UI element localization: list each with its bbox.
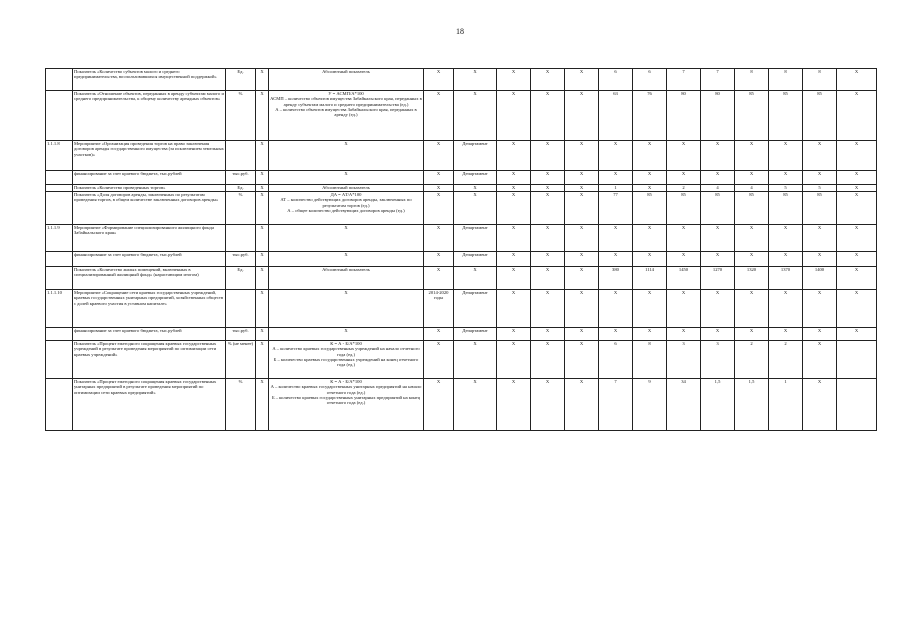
row-value: X bbox=[735, 141, 769, 171]
row-value: 3 bbox=[701, 341, 735, 379]
row-col-x: X bbox=[256, 341, 269, 379]
row-value: 85 bbox=[803, 192, 837, 225]
row-unit: % bbox=[226, 379, 256, 431]
row-value: X bbox=[531, 252, 565, 267]
table-row bbox=[46, 341, 877, 379]
formula-line: X bbox=[344, 225, 348, 230]
row-value: X bbox=[497, 225, 531, 252]
row-value: 4 bbox=[701, 185, 735, 192]
row-period: X bbox=[424, 69, 454, 91]
row-value: X bbox=[837, 192, 877, 225]
row-value: 2 bbox=[769, 341, 803, 379]
row-value: X bbox=[837, 141, 877, 171]
row-col-x: X bbox=[256, 379, 269, 431]
row-executor: Департамент bbox=[454, 171, 497, 185]
row-formula bbox=[269, 91, 424, 141]
row-value: X bbox=[531, 141, 565, 171]
row-value: X bbox=[735, 328, 769, 341]
row-name: Мероприятие «Сокращение сети краевых государственных учреждений, краевых государственных унитарных предприятий, хозяйственных обществ с долей краевого участия в уставном капитале» bbox=[73, 290, 226, 328]
row-unit bbox=[226, 290, 256, 328]
row-name: Показатель «Количество жилых помещений, включенных в специализированный жилищный фонд» (нарастающим итогом) bbox=[73, 267, 226, 290]
row-col-x: X bbox=[256, 267, 269, 290]
row-value: X bbox=[531, 192, 565, 225]
row-executor: Департамент bbox=[454, 225, 497, 252]
row-value: X bbox=[565, 290, 599, 328]
row-value: 80 bbox=[667, 91, 701, 141]
row-period: X bbox=[424, 328, 454, 341]
formula-line: X bbox=[344, 328, 348, 333]
formula-line: К = А - Б/А*100 bbox=[330, 379, 362, 384]
row-period: X bbox=[424, 225, 454, 252]
row-formula bbox=[269, 379, 424, 431]
row-value: X bbox=[735, 171, 769, 185]
table-row bbox=[46, 328, 877, 341]
row-name: финансирование за счет краевого бюджета, тыс.рублей bbox=[73, 252, 226, 267]
formula-line: А – количество краевых государственных унитарных предприятий на начало отчетного года (ед.) bbox=[270, 384, 422, 395]
row-value: X bbox=[633, 185, 667, 192]
row-value: X bbox=[803, 379, 837, 431]
row-value: X bbox=[803, 290, 837, 328]
row-col-x: X bbox=[256, 141, 269, 171]
formula-line: ДА = АТ/А*100 bbox=[330, 192, 362, 197]
table-row bbox=[46, 185, 877, 192]
row-value: 1370 bbox=[769, 267, 803, 290]
row-formula bbox=[269, 290, 424, 328]
row-value: X bbox=[837, 290, 877, 328]
row-value: 4 bbox=[735, 185, 769, 192]
row-col-x: X bbox=[256, 328, 269, 341]
row-period: X bbox=[424, 91, 454, 141]
row-period: X bbox=[424, 171, 454, 185]
row-executor: X bbox=[454, 379, 497, 431]
row-value: X bbox=[565, 91, 599, 141]
row-value: X bbox=[803, 225, 837, 252]
row-value: X bbox=[633, 225, 667, 252]
row-name: Показатель «Процент ежегодного сокращения краевых государственных унитарных предприятий в результате проведения мероприятий по оптимизации сети краевых предприятий» bbox=[73, 379, 226, 431]
row-value: 5 bbox=[803, 185, 837, 192]
table-row bbox=[46, 252, 877, 267]
row-name: Мероприятие «Формирование специализированного жилищного фонда Забайкальского края» bbox=[73, 225, 226, 252]
row-value: X bbox=[667, 141, 701, 171]
row-name: Показатель «Доля договоров аренды, заключенных по результатам проведения торгов, в общем количестве заключенных договоров аренды» bbox=[73, 192, 226, 225]
row-code: 1.1.1.9 bbox=[46, 225, 73, 252]
row-value: 2 bbox=[667, 185, 701, 192]
row-executor: X bbox=[454, 185, 497, 192]
row-value: 77 bbox=[599, 192, 633, 225]
row-unit: % bbox=[226, 192, 256, 225]
row-value: 85 bbox=[769, 91, 803, 141]
row-unit: % bbox=[226, 91, 256, 141]
row-value: X bbox=[565, 379, 599, 431]
row-code bbox=[46, 185, 73, 192]
row-period: X bbox=[424, 379, 454, 431]
row-value: X bbox=[837, 185, 877, 192]
formula-line: X bbox=[344, 252, 348, 257]
row-value: X bbox=[701, 225, 735, 252]
row-name: Показатель «Количество субъектов малого и среднего предпринимательства, воспользовавшихся имущественной поддержкой» bbox=[73, 69, 226, 91]
row-value: X bbox=[735, 225, 769, 252]
row-value: 3 bbox=[667, 341, 701, 379]
row-value: X bbox=[769, 225, 803, 252]
row-name: финансирование за счет краевого бюджета, тыс.рублей bbox=[73, 328, 226, 341]
row-code bbox=[46, 171, 73, 185]
row-value: X bbox=[531, 91, 565, 141]
formula-line: Абсолютный показатель bbox=[322, 185, 370, 190]
row-value: X bbox=[497, 267, 531, 290]
row-value: X bbox=[599, 290, 633, 328]
row-value: 34 bbox=[667, 379, 701, 431]
row-value: 85 bbox=[769, 192, 803, 225]
row-unit: % (не менее) bbox=[226, 341, 256, 379]
row-value: X bbox=[497, 171, 531, 185]
row-formula bbox=[269, 69, 424, 91]
row-value: X bbox=[565, 171, 599, 185]
row-value: X bbox=[701, 171, 735, 185]
row-value: 1270 bbox=[701, 267, 735, 290]
formula-line: АТ – количество действующих договоров аренды, заключенных по результатам торгов (ед.) bbox=[280, 197, 412, 208]
row-value: 85 bbox=[667, 192, 701, 225]
row-value: X bbox=[599, 141, 633, 171]
row-value: X bbox=[701, 328, 735, 341]
row-value: X bbox=[837, 171, 877, 185]
row-value: X bbox=[769, 328, 803, 341]
row-code bbox=[46, 69, 73, 91]
row-period: X bbox=[424, 341, 454, 379]
row-col-x: X bbox=[256, 69, 269, 91]
row-period: X bbox=[424, 252, 454, 267]
row-period: X bbox=[424, 185, 454, 192]
row-unit: Ед. bbox=[226, 69, 256, 91]
table-row bbox=[46, 69, 877, 91]
formula-line: А – количество объектов имущества Забайкальского края, переданных в аренду (ед.) bbox=[275, 106, 417, 118]
row-code bbox=[46, 341, 73, 379]
row-value: X bbox=[667, 225, 701, 252]
row-formula bbox=[269, 267, 424, 290]
row-value: X bbox=[803, 328, 837, 341]
row-unit: тыс.руб. bbox=[226, 328, 256, 341]
row-value: 85 bbox=[633, 192, 667, 225]
row-value: X bbox=[599, 171, 633, 185]
row-value: X bbox=[599, 225, 633, 252]
row-code bbox=[46, 267, 73, 290]
row-col-x: X bbox=[256, 192, 269, 225]
row-value: X bbox=[633, 328, 667, 341]
row-executor: X bbox=[454, 69, 497, 91]
row-value: 2 bbox=[735, 341, 769, 379]
row-value: 80 bbox=[701, 91, 735, 141]
row-unit bbox=[226, 225, 256, 252]
row-value: X bbox=[803, 252, 837, 267]
row-value: X bbox=[701, 252, 735, 267]
row-value: X bbox=[667, 171, 701, 185]
row-period: X bbox=[424, 192, 454, 225]
row-col-x: X bbox=[256, 252, 269, 267]
row-col-x: X bbox=[256, 185, 269, 192]
row-value: X bbox=[531, 267, 565, 290]
row-value: 1,5 bbox=[701, 379, 735, 431]
row-value: X bbox=[497, 91, 531, 141]
formula-line: X bbox=[344, 141, 348, 146]
row-value: X bbox=[769, 290, 803, 328]
row-value: X bbox=[701, 141, 735, 171]
row-formula bbox=[269, 225, 424, 252]
row-value: X bbox=[565, 185, 599, 192]
row-unit: Ед. bbox=[226, 267, 256, 290]
table-row bbox=[46, 379, 877, 431]
row-formula bbox=[269, 141, 424, 171]
row-value: X bbox=[565, 192, 599, 225]
row-name: Показатель «Отношение объектов, переданных в аренду субъектам малого и среднего предпринимательства, к общему количеству арендных объектов» bbox=[73, 91, 226, 141]
formula-line: К = А - Б/А*100 bbox=[330, 341, 362, 346]
row-value: X bbox=[531, 225, 565, 252]
row-value: X bbox=[531, 328, 565, 341]
row-value: 1,5 bbox=[735, 379, 769, 431]
table-row bbox=[46, 192, 877, 225]
row-value: 76 bbox=[633, 91, 667, 141]
row-value: 380 bbox=[599, 267, 633, 290]
row-executor: Департамент bbox=[454, 252, 497, 267]
row-code bbox=[46, 379, 73, 431]
table-row bbox=[46, 91, 877, 141]
row-code bbox=[46, 192, 73, 225]
row-executor: X bbox=[454, 341, 497, 379]
row-value: X bbox=[497, 185, 531, 192]
row-value: X bbox=[633, 290, 667, 328]
page-number: 18 bbox=[456, 27, 464, 36]
row-value: X bbox=[837, 252, 877, 267]
row-value: X bbox=[565, 141, 599, 171]
row-value: X bbox=[565, 225, 599, 252]
row-value: 8 bbox=[633, 341, 667, 379]
row-name: Показатель «Количество проведенных торгов» bbox=[73, 185, 226, 192]
row-col-x: X bbox=[256, 91, 269, 141]
row-value: X bbox=[837, 91, 877, 141]
row-value: 7 bbox=[701, 69, 735, 91]
row-value: X bbox=[769, 252, 803, 267]
row-executor: X bbox=[454, 267, 497, 290]
row-unit: тыс.руб. bbox=[226, 171, 256, 185]
row-value: X bbox=[837, 225, 877, 252]
row-value: X bbox=[735, 252, 769, 267]
row-code: 1.1.1.8 bbox=[46, 141, 73, 171]
row-value: 7 bbox=[599, 379, 633, 431]
table-row bbox=[46, 267, 877, 290]
row-executor: X bbox=[454, 192, 497, 225]
row-value: X bbox=[531, 290, 565, 328]
row-value: X bbox=[497, 141, 531, 171]
row-formula bbox=[269, 252, 424, 267]
row-value: X bbox=[497, 252, 531, 267]
row-value: 1 bbox=[769, 379, 803, 431]
formula-line: У = АСМП/А*100 bbox=[328, 91, 364, 96]
row-value: X bbox=[497, 69, 531, 91]
row-value: 1 bbox=[599, 185, 633, 192]
row-value: X bbox=[837, 69, 877, 91]
row-value: X bbox=[497, 379, 531, 431]
row-value: X bbox=[599, 252, 633, 267]
row-value: X bbox=[769, 141, 803, 171]
row-value: X bbox=[531, 341, 565, 379]
row-code bbox=[46, 328, 73, 341]
row-executor: Департамент bbox=[454, 141, 497, 171]
row-value: 85 bbox=[803, 91, 837, 141]
row-value: X bbox=[497, 192, 531, 225]
row-formula bbox=[269, 328, 424, 341]
row-col-x: X bbox=[256, 225, 269, 252]
row-code bbox=[46, 91, 73, 141]
row-executor: Департамент bbox=[454, 328, 497, 341]
row-code bbox=[46, 252, 73, 267]
formula-line: Абсолютный показатель bbox=[322, 69, 370, 74]
row-value: X bbox=[667, 328, 701, 341]
row-value: 1450 bbox=[667, 267, 701, 290]
row-value bbox=[837, 341, 877, 379]
row-value: 6 bbox=[633, 69, 667, 91]
table-row bbox=[46, 141, 877, 171]
row-period: X bbox=[424, 141, 454, 171]
row-value: 1114 bbox=[633, 267, 667, 290]
row-value: X bbox=[565, 69, 599, 91]
row-value: X bbox=[837, 267, 877, 290]
row-value: X bbox=[803, 171, 837, 185]
row-formula bbox=[269, 341, 424, 379]
formula-line: АСМП – количество объектов имущества Забайкальского края, переданных в аренду субъектам малого и среднего предпринимательства (ед.) bbox=[270, 96, 422, 107]
row-value: X bbox=[701, 290, 735, 328]
formula-line: А – общее количество действующих договоров аренды (ед.) bbox=[287, 207, 405, 213]
row-period: X bbox=[424, 267, 454, 290]
row-name: Показатель «Процент ежегодного сокращения краевых государственных учреждений в результате проведения мероприятий по оптимизации сети краевых учреждений» bbox=[73, 341, 226, 379]
row-formula bbox=[269, 192, 424, 225]
row-value: 6 bbox=[599, 341, 633, 379]
row-value: 8 bbox=[803, 69, 837, 91]
row-value: X bbox=[633, 252, 667, 267]
row-value: 63 bbox=[599, 91, 633, 141]
row-value: 5 bbox=[769, 185, 803, 192]
row-executor: X bbox=[454, 91, 497, 141]
row-formula bbox=[269, 185, 424, 192]
row-code: 1.1.1.10 bbox=[46, 290, 73, 328]
row-period: 2014-2020 годы bbox=[424, 290, 454, 328]
row-value: X bbox=[497, 328, 531, 341]
row-value: X bbox=[599, 328, 633, 341]
row-col-x: X bbox=[256, 290, 269, 328]
row-value: X bbox=[837, 328, 877, 341]
row-value: X bbox=[667, 252, 701, 267]
formula-line: X bbox=[344, 290, 348, 295]
row-value: 1400 bbox=[803, 267, 837, 290]
row-value: X bbox=[497, 341, 531, 379]
row-value: 85 bbox=[735, 91, 769, 141]
row-value: X bbox=[803, 341, 837, 379]
row-value: 8 bbox=[769, 69, 803, 91]
row-col-x: X bbox=[256, 171, 269, 185]
row-value: X bbox=[531, 69, 565, 91]
formula-line: Абсолютный показатель bbox=[322, 267, 370, 272]
row-value: X bbox=[531, 379, 565, 431]
row-unit: Ед. bbox=[226, 185, 256, 192]
table-row bbox=[46, 225, 877, 252]
row-value: X bbox=[565, 341, 599, 379]
table-row bbox=[46, 290, 877, 328]
row-value: 8 bbox=[735, 69, 769, 91]
formula-line: А – количество краевых государственных учреждений на начало отчетного года (ед.) bbox=[272, 346, 420, 357]
program-table bbox=[45, 68, 877, 431]
row-value: 1320 bbox=[735, 267, 769, 290]
row-value: X bbox=[633, 141, 667, 171]
row-value: 9 bbox=[633, 379, 667, 431]
row-value: 85 bbox=[701, 192, 735, 225]
row-value: X bbox=[565, 267, 599, 290]
row-value: 7 bbox=[667, 69, 701, 91]
row-value: 85 bbox=[735, 192, 769, 225]
row-value: X bbox=[633, 171, 667, 185]
row-value: X bbox=[565, 328, 599, 341]
formula-line: Б – количество краевых государственных унитарных предприятий на конец отчетного года (ед.) bbox=[271, 394, 421, 406]
row-unit: тыс.руб. bbox=[226, 252, 256, 267]
row-value: X bbox=[735, 290, 769, 328]
row-name: Мероприятие «Организация проведения торгов на право заключения договоров аренды государственного имущества (за исключением земельных участков)» bbox=[73, 141, 226, 171]
row-value: X bbox=[565, 252, 599, 267]
row-name: финансирование за счет краевого бюджета, тыс.рублей bbox=[73, 171, 226, 185]
formula-line: X bbox=[344, 171, 348, 176]
row-value: X bbox=[803, 141, 837, 171]
row-value: X bbox=[531, 185, 565, 192]
row-unit bbox=[226, 141, 256, 171]
row-value: X bbox=[497, 290, 531, 328]
row-value bbox=[837, 379, 877, 431]
row-formula bbox=[269, 171, 424, 185]
row-value: 6 bbox=[599, 69, 633, 91]
row-executor: Департамент bbox=[454, 290, 497, 328]
row-value: X bbox=[531, 171, 565, 185]
row-value: X bbox=[667, 290, 701, 328]
row-value: X bbox=[769, 171, 803, 185]
formula-line: Б – количество краевых государственных учреждений на конец отчетного года (ед.) bbox=[273, 356, 419, 368]
table-row bbox=[46, 171, 877, 185]
